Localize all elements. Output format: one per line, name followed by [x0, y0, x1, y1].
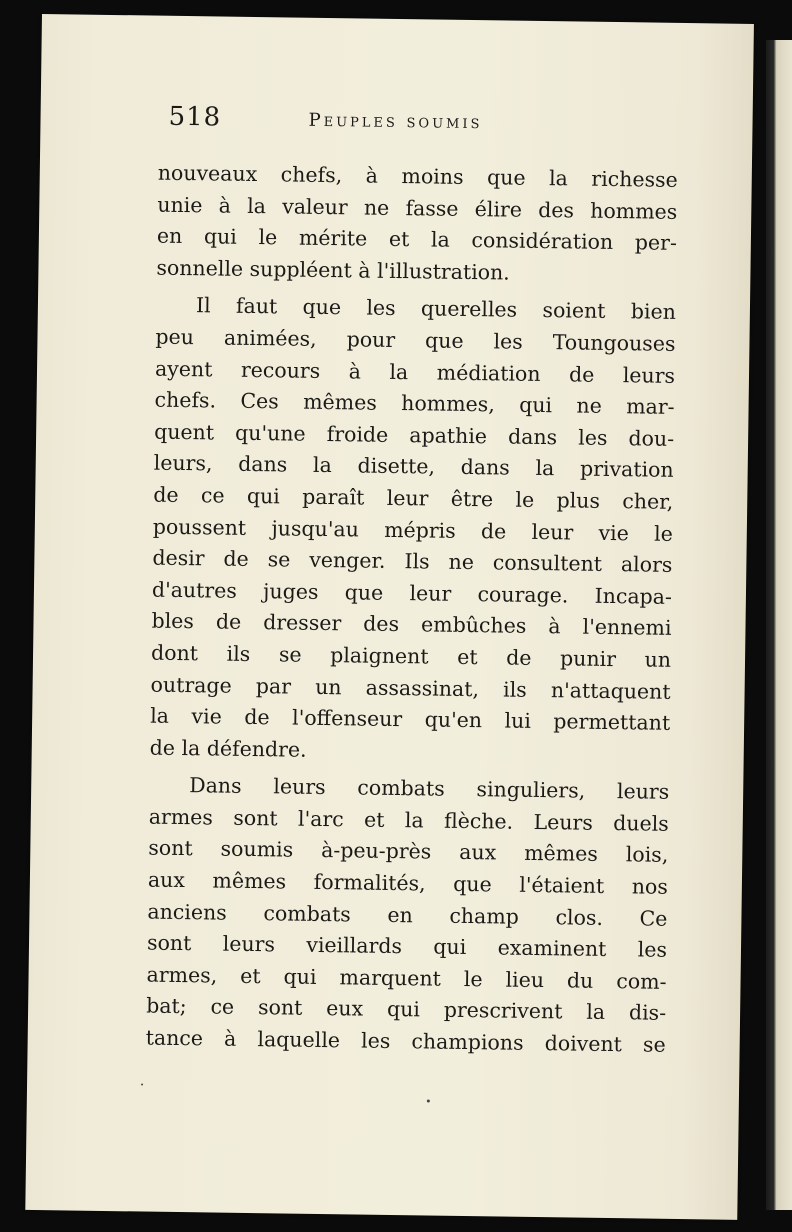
text-line: armes sont l'arc et la flèche. Leurs duels: [148, 804, 669, 836]
text-line: ayent recours à la médiation de leurs: [154, 356, 676, 388]
running-title: Peuples soumis: [308, 109, 483, 134]
text-line: de la défendre.: [149, 735, 307, 762]
paragraph: [150, 290, 677, 771]
page-header: [168, 102, 689, 149]
paragraph: [145, 770, 669, 1062]
text-line: peu animées, pour que les Toungouses: [155, 324, 676, 356]
text-line: nouveaux chefs, à moins que la richesse: [157, 160, 678, 192]
text-line: de ce qui paraît leur être le plus cher,: [153, 482, 674, 514]
text-line: poussent jusqu'au mépris de leur vie le: [152, 514, 673, 546]
text-line: Il faut que les querelles soient bien: [195, 293, 677, 325]
body-text: [145, 158, 678, 1068]
text-line: bat; ce sont eux qui prescrivent la dis-: [145, 993, 667, 1026]
text-line: la vie de l'offenseur qu'en lui permettant: [150, 703, 671, 735]
paragraph: [156, 158, 678, 292]
text-line: leurs, dans la disette, dans la privation: [153, 450, 674, 483]
adjacent-page-edge: [766, 40, 792, 1210]
text-line: armes, et qui marquent le lieu du com-: [146, 962, 667, 994]
text-line: sont leurs vieillards qui examinent les: [146, 930, 668, 963]
text-line: sonnelle suppléent à l'illustration.: [156, 255, 510, 285]
text-line: en qui le mérite et la considération per-: [156, 223, 678, 256]
book-page: [25, 14, 754, 1220]
text-line: tance à laquelle les champions doivent se: [145, 1025, 666, 1057]
text-line: aux mêmes formalités, que l'étaient nos: [147, 867, 669, 899]
text-line: Dans leurs combats singuliers, leurs: [189, 773, 670, 805]
text-line: bles de dresser des embûches à l'ennemi: [151, 608, 672, 641]
text-line: unie à la valeur ne fasse élire des hommes: [157, 192, 678, 224]
text-line: sont soumis à-peu-près aux mêmes lois,: [148, 836, 669, 868]
ink-speck: [427, 1099, 430, 1102]
text-line: quent qu'une froide apathie dans les dou-: [154, 419, 675, 451]
ink-speck: [141, 1083, 143, 1085]
text-line: outrage par un assassinat, ils n'attaquent: [150, 672, 671, 704]
text-line: desir de se venger. Ils ne consultent alors: [152, 545, 673, 577]
text-line: anciens combats en champ clos. Ce: [147, 899, 668, 931]
text-line: d'autres juges que leur courage. Incapa-: [151, 577, 673, 609]
text-line: dont ils se plaignent et de punir un: [150, 640, 672, 672]
page-number: 518: [168, 101, 222, 133]
text-line: chefs. Ces mêmes hommes, qui ne mar-: [154, 387, 675, 420]
